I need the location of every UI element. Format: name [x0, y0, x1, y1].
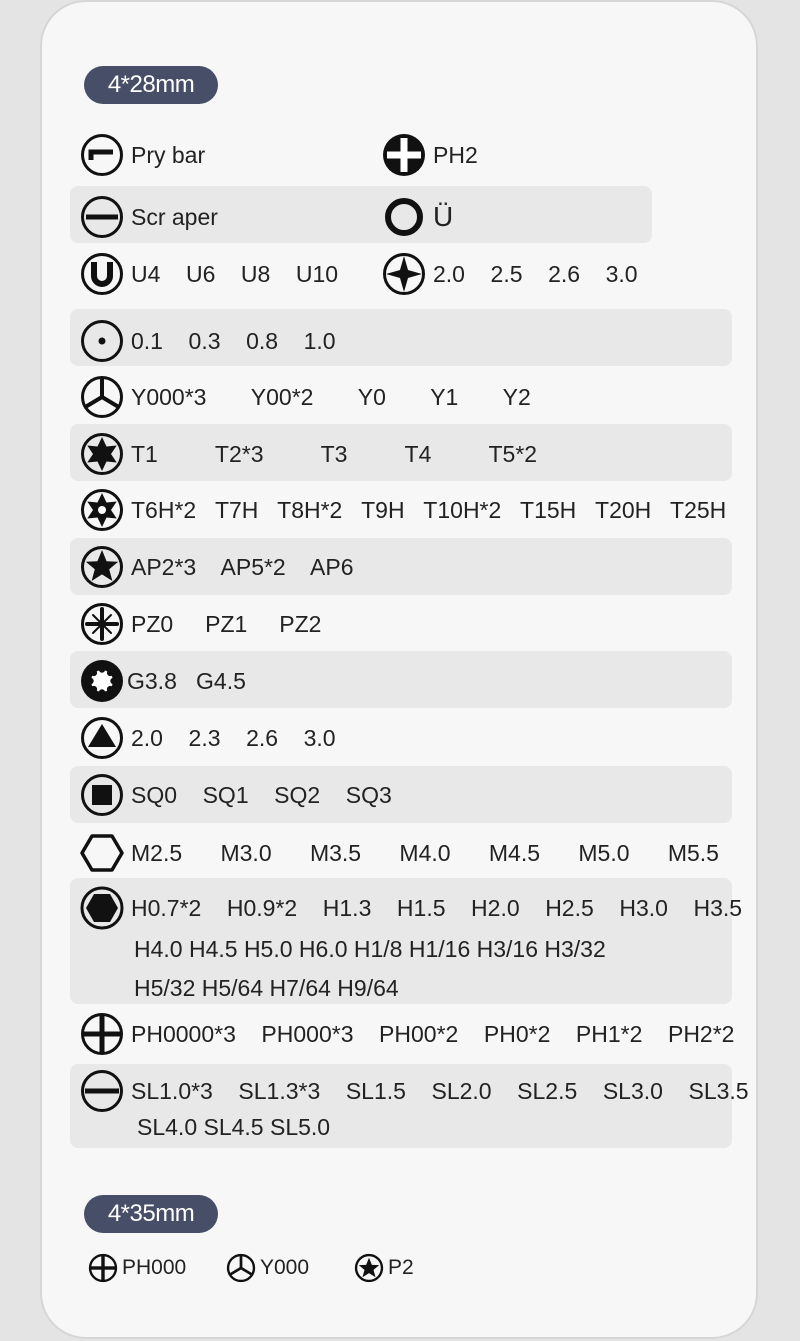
sl-sizes-line-2: SL4.0 SL4.5 SL5.0: [137, 1114, 331, 1140]
row-cross: [382, 252, 638, 296]
row-magnet: [382, 195, 453, 239]
ph000-label: PH000: [122, 1256, 187, 1279]
u-bit-icon: [80, 252, 124, 296]
torx-h-sizes: T6H*2 T7H T8H*2 T9H T10H*2 T15H T20H T25H: [131, 496, 727, 523]
slot-icon: [80, 195, 124, 239]
pentalobe-star-icon: [80, 545, 124, 589]
row-h: [80, 886, 742, 930]
torx-security-icon: [80, 488, 124, 532]
row-35-y: [226, 1253, 309, 1283]
h-sizes-line-3: H5/32 H5/64 H7/64 H9/64: [134, 975, 399, 1001]
phillips-small-icon: [88, 1253, 118, 1283]
pry-bar-label: Pry bar: [131, 141, 206, 168]
cross-pointed-icon: [382, 252, 426, 296]
row-torx-h: [80, 488, 726, 532]
scraper-label: Scr aper: [131, 203, 218, 230]
row-y: [80, 375, 531, 419]
dot-icon: [80, 319, 124, 363]
row-point: [80, 319, 336, 363]
y000-label: Y000: [260, 1256, 310, 1279]
gear-bit-icon: [80, 659, 124, 703]
u-sizes: U4 U6 U8 U10: [131, 260, 339, 287]
row-torx: [80, 432, 537, 476]
point-sizes: 0.1 0.3 0.8 1.0: [131, 327, 336, 354]
pz-sizes: PZ0 PZ1 PZ2: [131, 610, 322, 637]
row-pry-bar: [80, 133, 205, 177]
row-sl: [80, 1069, 749, 1113]
y-sizes: Y000*3 Y00*2 Y0 Y1 Y2: [131, 383, 531, 410]
triangle-sizes: 2.0 2.3 2.6 3.0: [131, 724, 336, 751]
row-scraper: [80, 195, 218, 239]
section-badge-28mm: 4*28mm: [84, 66, 218, 104]
h-sizes-line-1: H0.7*2 H0.9*2 H1.3 H1.5 H2.0 H2.5 H3.0 H3.5: [131, 894, 743, 921]
g-sizes: G3.8 G4.5: [127, 667, 246, 694]
triangle-icon: [80, 716, 124, 760]
row-sq: [80, 773, 392, 817]
sl-sizes-line-1: SL1.0*3 SL1.3*3 SL1.5 SL2.0 SL2.5 SL3.0 SL3.5: [131, 1077, 749, 1104]
bit-list-card: [40, 0, 758, 1339]
torx-icon: [80, 432, 124, 476]
hex-bit-icon: [80, 886, 124, 930]
sq-sizes: SQ0 SQ1 SQ2 SQ3: [131, 781, 392, 808]
m-sizes: M2.5 M3.0 M3.5 M4.0 M4.5 M5.0 M5.5: [131, 839, 719, 866]
row-pz: [80, 602, 321, 646]
ring-icon: [382, 195, 426, 239]
row-ap: [80, 545, 354, 589]
row-ph: [80, 1012, 734, 1056]
phillips-icon: [80, 1012, 124, 1056]
slotted-icon: [80, 1069, 124, 1113]
ap-sizes: AP2*3 AP5*2 AP6: [131, 553, 354, 580]
row-35-ph: [88, 1253, 186, 1283]
row-g: [80, 659, 246, 703]
hex-nut-icon: [80, 831, 124, 875]
ph2-label: PH2: [433, 141, 478, 168]
pry-bar-icon: [80, 133, 124, 177]
star-small-icon: [354, 1253, 384, 1283]
pozidriv-icon: [80, 602, 124, 646]
tri-wing-icon: [80, 375, 124, 419]
row-m: [80, 831, 719, 875]
phillips-filled-icon: [382, 133, 426, 177]
row-35-p: [354, 1253, 414, 1283]
cross-sizes: 2.0 2.5 2.6 3.0: [433, 260, 638, 287]
magnet-label: Ü: [433, 201, 454, 232]
row-ph2: [382, 133, 478, 177]
ph-sizes: PH0000*3 PH000*3 PH00*2 PH0*2 PH1*2 PH2*2: [131, 1020, 735, 1047]
row-u: [80, 252, 338, 296]
square-icon: [80, 773, 124, 817]
tri-wing-small-icon: [226, 1253, 256, 1283]
h-sizes-line-2: H4.0 H4.5 H5.0 H6.0 H1/8 H1/16 H3/16 H3/32: [134, 936, 606, 962]
p2-label: P2: [388, 1256, 414, 1279]
torx-sizes: T1 T2*3 T3 T4 T5*2: [131, 440, 538, 467]
row-triangle: [80, 716, 336, 760]
section-badge-35mm: 4*35mm: [84, 1195, 218, 1233]
